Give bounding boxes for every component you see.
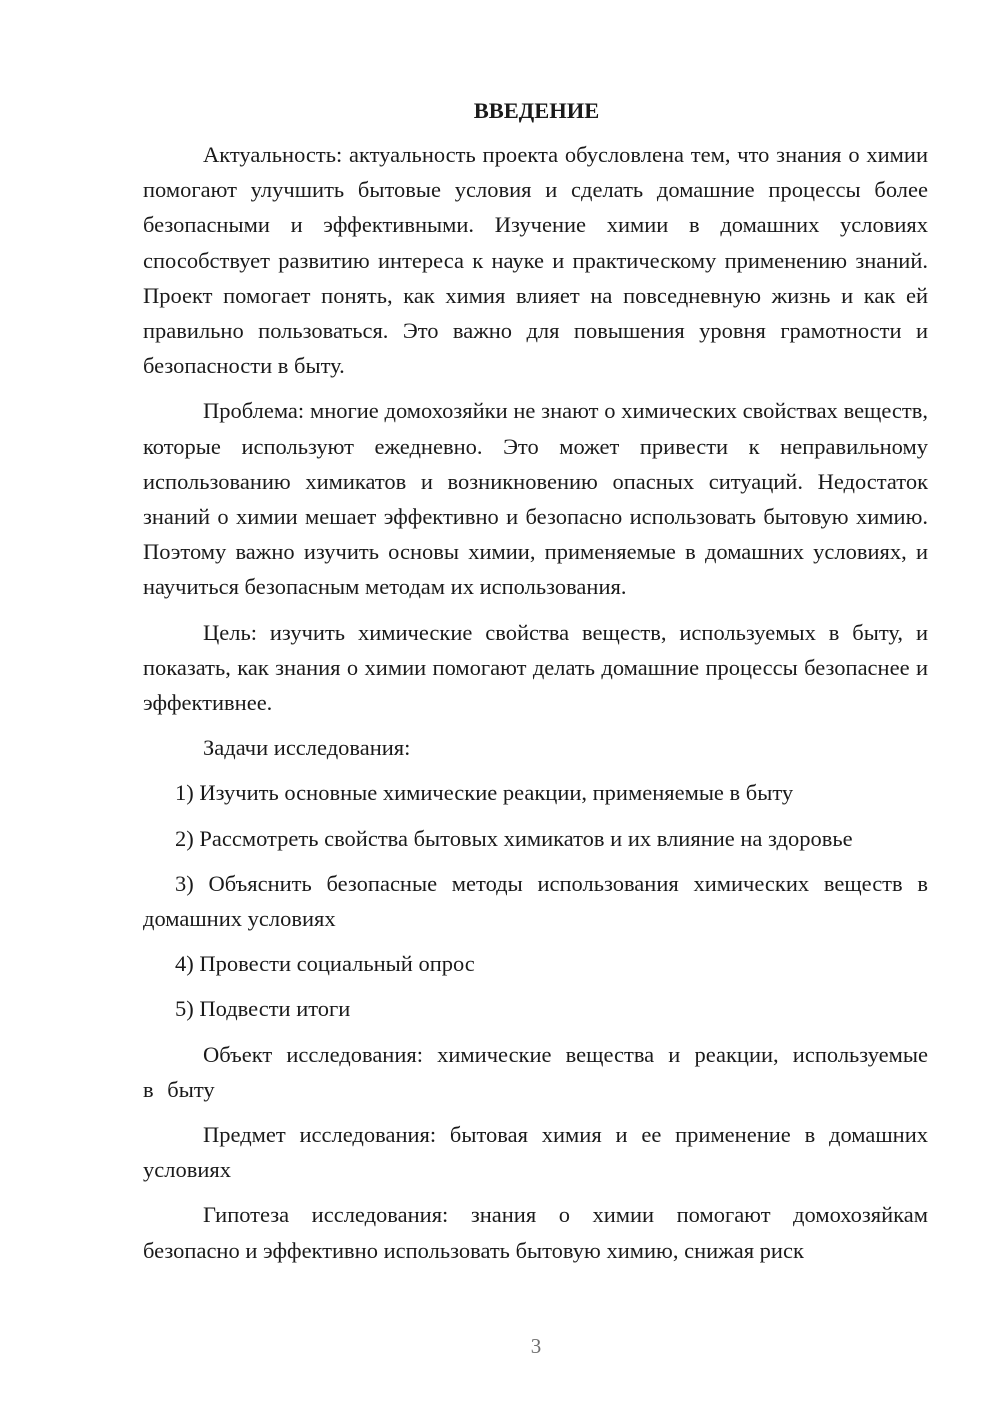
section-title: ВВЕДЕНИЕ [473, 98, 600, 123]
goal-paragraph: Цель: изучить химические свойства веществ, используемых в быту, и показать, как знания о химии помогают делать домашние процессы безопаснее и эффективнее. [143, 619, 928, 716]
subject-paragraph: Предмет исследования: бытовая химия и ее применение в домашних условиях [143, 1122, 928, 1183]
task-item: 4) Провести социальный опрос [175, 951, 475, 977]
page-number: 3 [530, 1334, 542, 1358]
task-item: 1) Изучить основные химические реакции, применяемые в быту [175, 780, 794, 806]
task-item: 5) Подвести итоги [175, 996, 351, 1022]
task-item: 2) Рассмотреть свойства бытовых химикатов и их влияние на здоровье [175, 825, 853, 851]
task-item: 3) Объяснить безопасные методы использования химических веществ в домашних условиях [143, 870, 928, 932]
object-paragraph: Объект исследования: химические вещества и реакции, используемые в быту [143, 1041, 928, 1102]
problem-paragraph: Проблема: многие домохозяйки не знают о химических свойствах веществ, которые используют ежедневно. Это может привести к неправильному использованию химикатов и возникновению опасных ситуаций. Недостаток знаний о химии мешает эффективно и безопасно использовать бытовую химию. Поэтому важно изучить основы химии, применяемые в домашних условиях, и научиться безопасным методам их использования. [143, 398, 928, 600]
hypothesis-paragraph: Гипотеза исследования: знания о химии помогают домохозяйкам безопасно и эффективно использовать бытовую химию, снижая риск [143, 1202, 928, 1263]
document-body [143, 95, 928, 1278]
relevance-paragraph: Актуальность: актуальность проекта обусловлена тем, что знания о химии помогают улучшить бытовые условия и сделать домашние процессы более безопасными и эффективными. Изучение химии в домашних условиях способствует развитию интереса к науке и практическому применению знаний. Проект помогает понять, как химия влияет на повседневную жизнь и как ей правильно пользоваться. Это важно для повышения уровня грамотности и безопасности в быту. [143, 142, 928, 379]
tasks-heading: Задачи исследования: [203, 735, 411, 761]
